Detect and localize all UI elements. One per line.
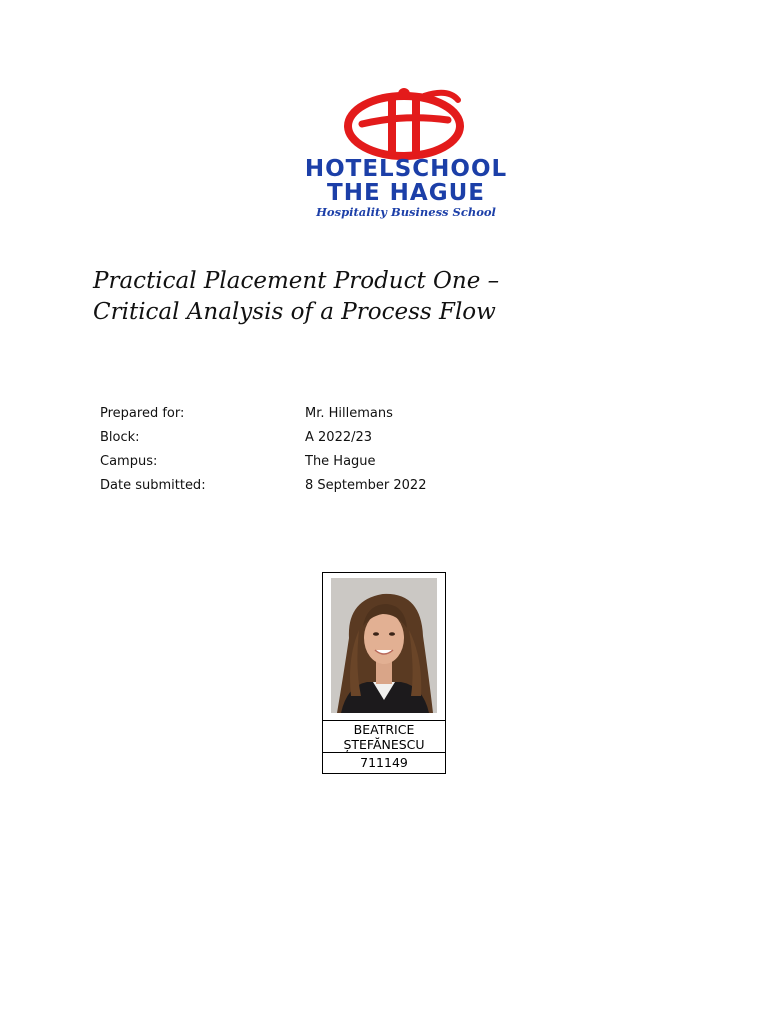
student-photo [331,578,437,713]
detail-label: Prepared for: [100,406,185,421]
title-line-1: Practical Placement Product One – [93,268,500,294]
student-id: 711149 [360,755,408,770]
detail-row-date-submitted [100,476,426,500]
logo-text-the-hague: THE HAGUE [327,180,485,206]
detail-row-block [100,428,426,452]
school-logo [280,84,532,224]
student-photo-cell [323,573,445,721]
document-details [100,404,426,500]
detail-row-campus [100,452,426,476]
student-name [323,721,445,753]
logo-subtitle: Hospitality Business School [316,205,496,219]
detail-value: A 2022/23 [305,430,373,445]
detail-label: Block: [100,430,140,445]
logo-text-hotelschool: HOTELSCHOOL [304,156,508,182]
detail-row-prepared-for [100,404,426,428]
detail-value: 8 September 2022 [305,478,427,493]
portrait-image [331,578,437,713]
detail-label: Campus: [100,454,158,469]
detail-label: Date submitted: [100,478,206,493]
student-first-name: BEATRICE [353,722,415,737]
student-card [322,572,446,774]
detail-value: Mr. Hillemans [305,406,393,421]
document-title [93,266,499,328]
hotelschool-logo-mark-icon [340,86,470,160]
detail-value: The Hague [305,454,376,469]
student-last-name: ȘTEFĂNESCU [343,737,425,752]
title-line-2: Critical Analysis of a Process Flow [93,299,496,325]
